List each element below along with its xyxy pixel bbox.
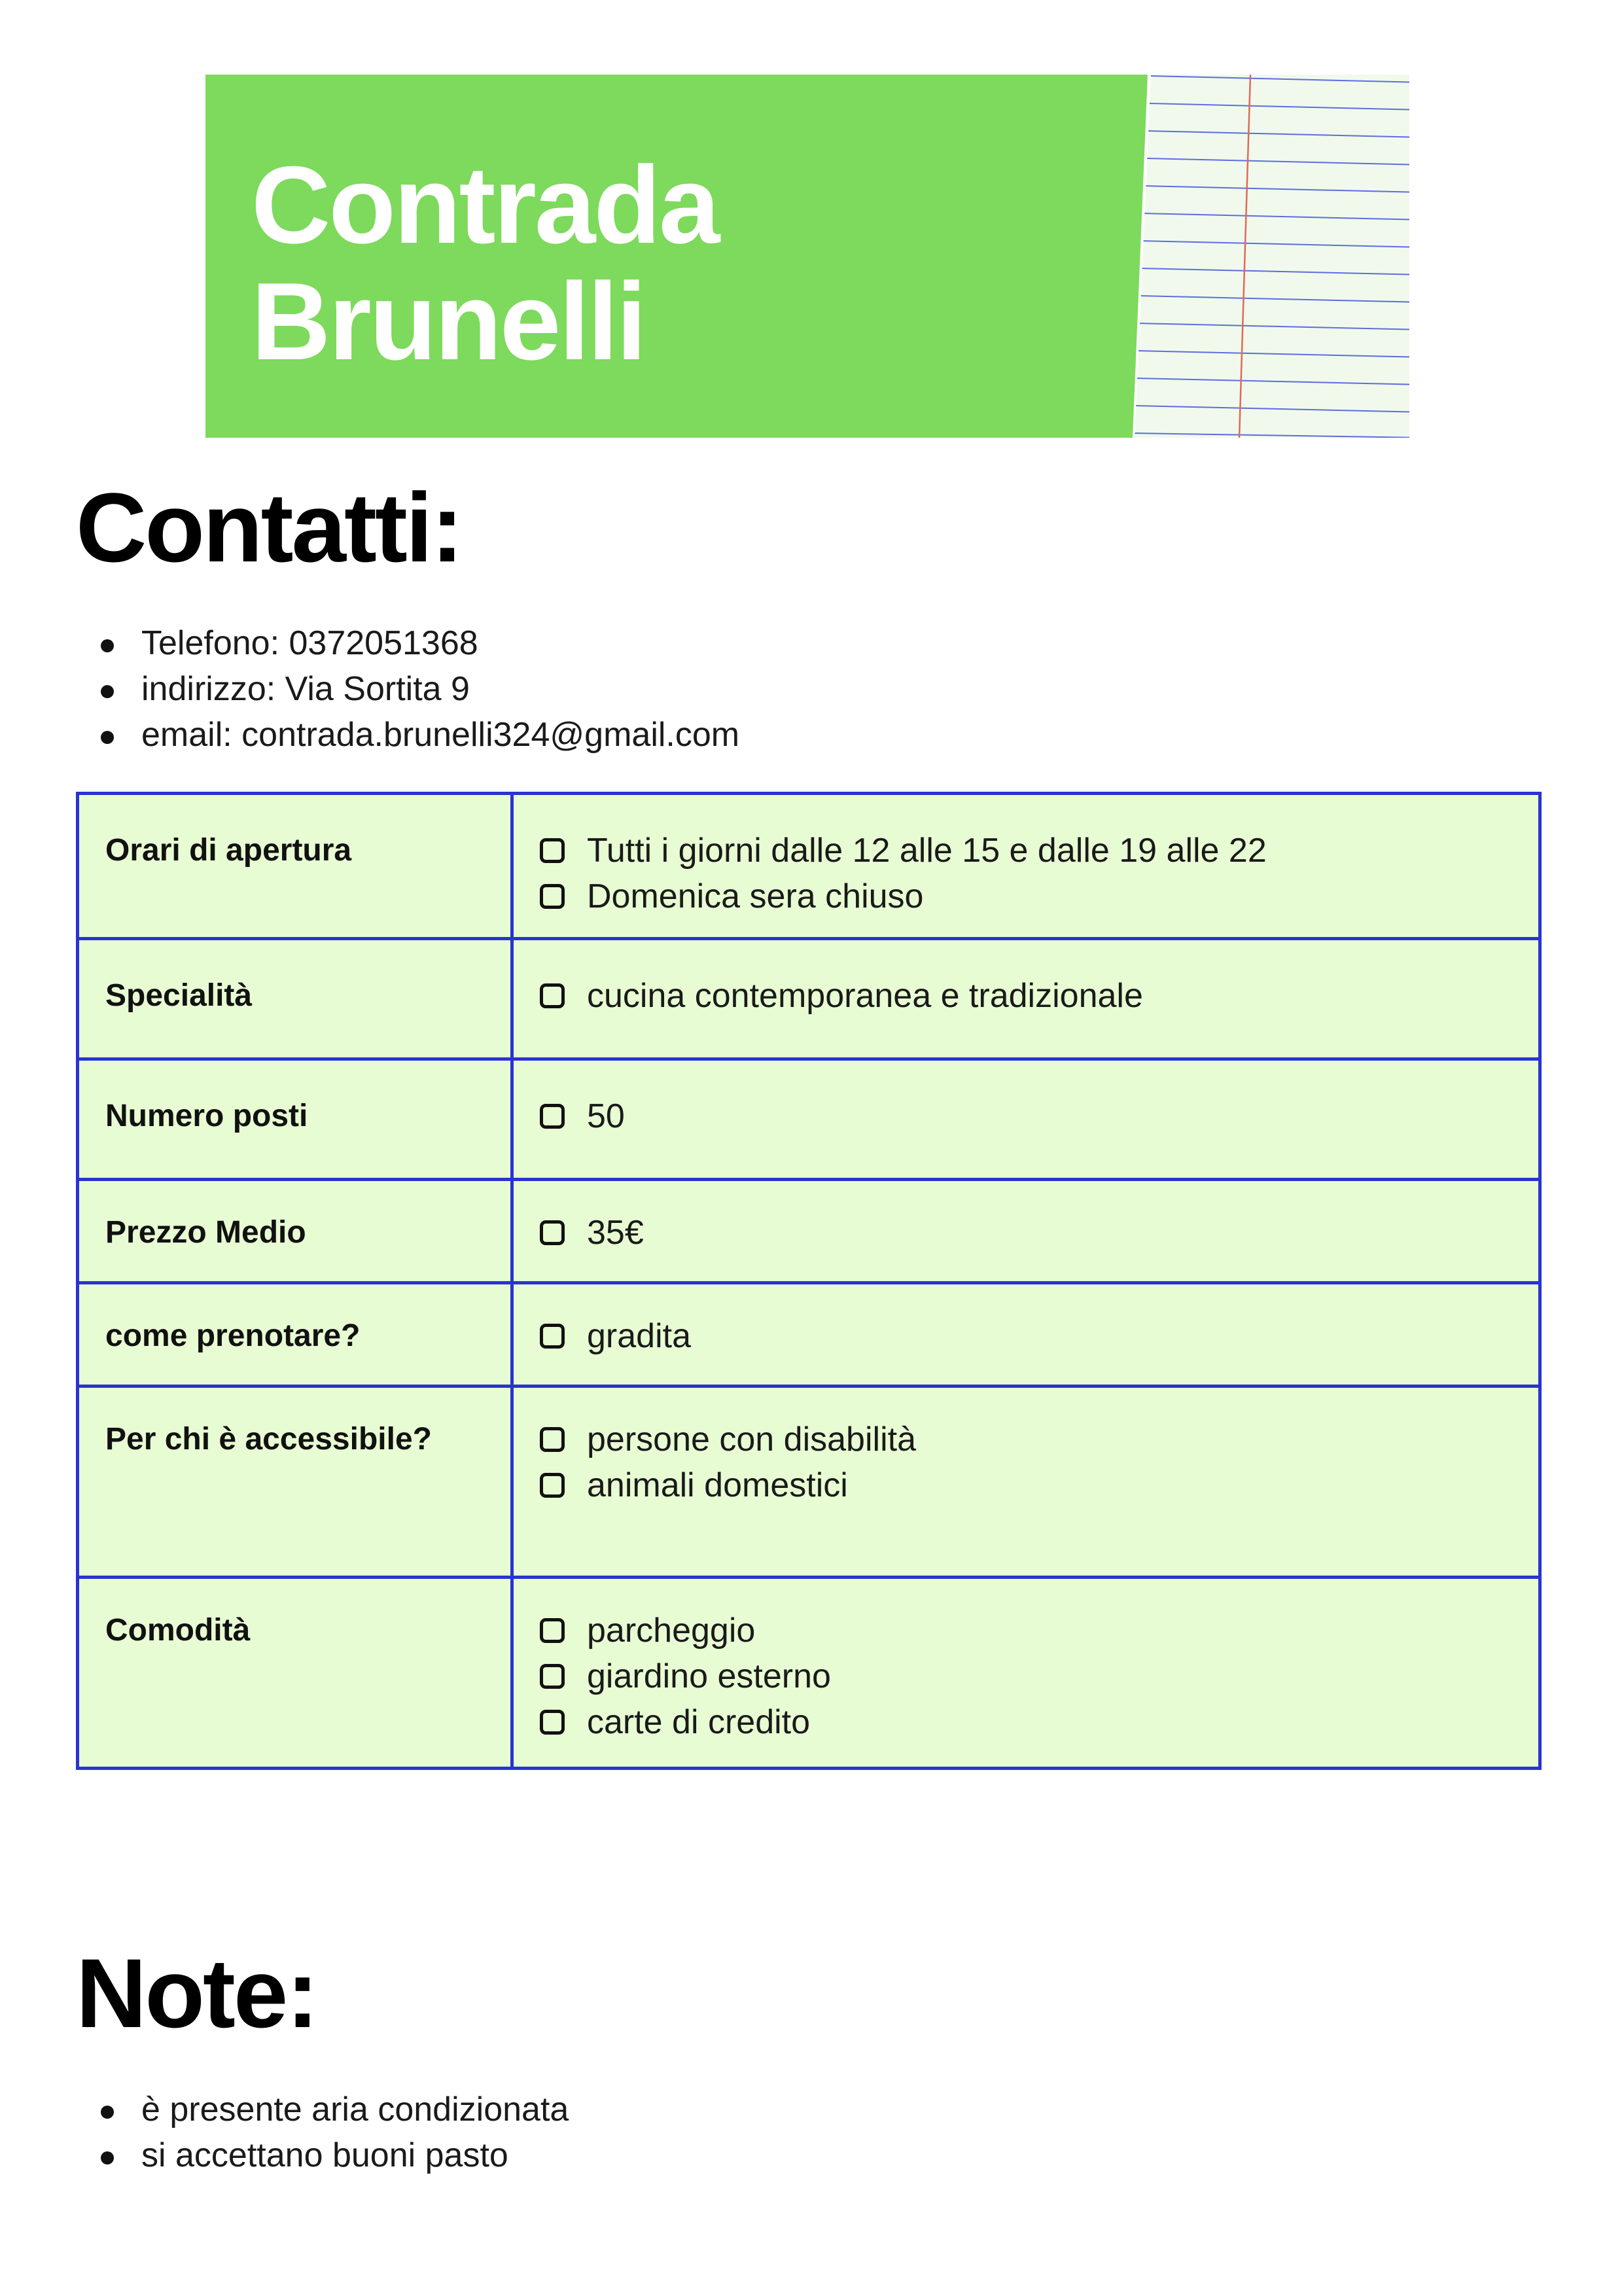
checkbox-icon[interactable] xyxy=(540,1618,565,1643)
checkbox-item xyxy=(540,1699,1512,1745)
checkbox-icon[interactable] xyxy=(540,983,565,1008)
table-row-average-price xyxy=(78,1180,1540,1283)
checkbox-label: parcheggio xyxy=(587,1612,756,1650)
row-label: Prezzo Medio xyxy=(78,1180,512,1283)
checkbox-icon[interactable] xyxy=(540,1104,565,1129)
checkbox-item xyxy=(540,1093,1512,1139)
row-value xyxy=(512,1386,1540,1578)
checkbox-icon[interactable] xyxy=(540,1710,565,1735)
contact-email: email: contrada.brunelli324@gmail.com xyxy=(101,712,739,758)
checkbox-item xyxy=(540,828,1512,874)
row-value xyxy=(512,1180,1540,1283)
checkbox-item xyxy=(540,1653,1512,1699)
checkbox-icon[interactable] xyxy=(540,1664,565,1689)
row-value xyxy=(512,1283,1540,1386)
checkbox-icon[interactable] xyxy=(540,884,565,909)
note-item: si accettano buoni pasto xyxy=(101,2132,569,2178)
checkbox-label: Domenica sera chiuso xyxy=(587,877,924,915)
checkbox-item xyxy=(540,1210,1512,1256)
row-label: Per chi è accessibile? xyxy=(78,1386,512,1578)
row-label: Comodità xyxy=(78,1578,512,1769)
note-item: è presente aria condizionata xyxy=(101,2087,569,2132)
checkbox-item xyxy=(540,973,1512,1019)
table-row-booking xyxy=(78,1283,1540,1386)
notes-heading: Note: xyxy=(76,1938,317,2048)
contact-phone: Telefono: 0372051368 xyxy=(101,620,739,666)
contacts-heading: Contatti: xyxy=(76,472,462,582)
checkbox-icon[interactable] xyxy=(540,1220,565,1245)
checkbox-label: giardino esterno xyxy=(587,1657,831,1695)
checkbox-label: gradita xyxy=(587,1317,691,1355)
checkbox-item xyxy=(540,1417,1512,1462)
info-table xyxy=(76,792,1542,1770)
checkbox-icon[interactable] xyxy=(540,838,565,863)
contacts-list xyxy=(101,620,739,758)
table-row-amenities xyxy=(78,1578,1540,1769)
checkbox-label: Tutti i giorni dalle 12 alle 15 e dalle 19 alle 22 xyxy=(587,832,1267,870)
checkbox-label: cucina contemporanea e tradizionale xyxy=(587,977,1143,1015)
notes-list xyxy=(101,2087,569,2178)
checkbox-label: carte di credito xyxy=(587,1703,811,1741)
checkbox-icon[interactable] xyxy=(540,1324,565,1349)
checkbox-item xyxy=(540,1608,1512,1653)
checkbox-label: persone con disabilità xyxy=(587,1421,916,1458)
restaurant-title-line2: Brunelli xyxy=(251,260,645,383)
row-value xyxy=(512,939,1540,1059)
contact-address: indirizzo: Via Sortita 9 xyxy=(101,666,739,712)
table-row-specialty xyxy=(78,939,1540,1059)
restaurant-title-line1: Contrada xyxy=(251,143,718,266)
row-value xyxy=(512,1578,1540,1769)
checkbox-icon[interactable] xyxy=(540,1427,565,1452)
row-label: Orari di apertura xyxy=(78,794,512,939)
row-label: come prenotare? xyxy=(78,1283,512,1386)
checkbox-label: 35€ xyxy=(587,1214,644,1252)
checkbox-item xyxy=(540,874,1512,919)
row-label: Specialità xyxy=(78,939,512,1059)
checkbox-item xyxy=(540,1462,1512,1508)
notebook-paper-illustration xyxy=(1135,75,1409,438)
header-banner xyxy=(205,75,1409,438)
row-value xyxy=(512,1059,1540,1180)
table-row-seats xyxy=(78,1059,1540,1180)
restaurant-title xyxy=(251,143,718,383)
table-row-opening-hours xyxy=(78,794,1540,939)
checkbox-item xyxy=(540,1313,1512,1359)
checkbox-label: animali domestici xyxy=(587,1466,848,1504)
table-row-accessibility xyxy=(78,1386,1540,1578)
checkbox-icon[interactable] xyxy=(540,1473,565,1498)
row-label: Numero posti xyxy=(78,1059,512,1180)
row-value xyxy=(512,794,1540,939)
checkbox-label: 50 xyxy=(587,1097,625,1135)
